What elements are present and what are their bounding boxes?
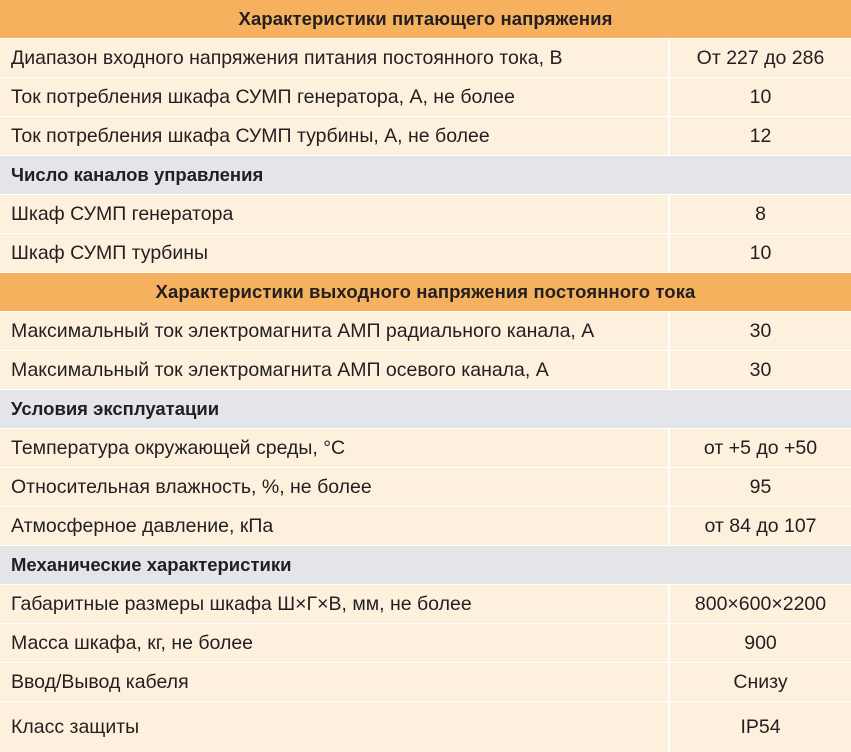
table-row [0,468,851,507]
row-value: 800×600×2200 [694,592,827,615]
row-label: Ввод/Вывод кабеля [0,663,670,701]
row-value: от 84 до 107 [704,514,817,537]
section-title: Механические характеристики [11,554,292,575]
section-title: Характеристики питающего напряжения [238,8,613,29]
row-label: Масса шкафа, кг, не более [0,624,670,662]
row-label: Шкаф СУМП турбины [0,234,670,272]
row-value: от +5 до +50 [703,436,818,459]
table-row [0,663,851,702]
table-row [0,39,851,78]
row-label: Шкаф СУМП генератора [0,195,670,233]
row-value: 30 [749,358,772,381]
row-label: Ток потребления шкафа СУМП генератора, А, не более [0,78,670,116]
row-value: 10 [749,241,772,264]
table-row [0,195,851,234]
table-row [0,78,851,117]
row-value: 8 [755,202,766,225]
row-value: 30 [749,319,772,342]
row-label: Класс защиты [0,702,670,752]
section-header-control-channels [0,156,851,195]
row-value: 12 [749,124,772,147]
row-label: Температура окружающей среды, °С [0,429,670,467]
row-value: Снизу [733,670,788,693]
table-row [0,702,851,752]
section-title: Число каналов управления [11,164,264,185]
section-header-output-voltage [0,273,851,312]
row-label: Максимальный ток электромагнита АМП осевого канала, А [0,351,670,389]
table-row [0,351,851,390]
row-value: IP54 [740,715,781,738]
row-value: 900 [744,631,777,654]
section-title: Характеристики выходного напряжения постоянного тока [155,281,696,302]
table-row [0,234,851,273]
row-label: Атмосферное давление, кПа [0,507,670,545]
table-row [0,429,851,468]
section-header-mechanical [0,546,851,585]
section-title: Условия эксплуатации [11,398,220,419]
table-row [0,624,851,663]
row-label: Ток потребления шкафа СУМП турбины, А, не более [0,117,670,155]
row-label: Диапазон входного напряжения питания постоянного тока, В [0,39,670,77]
row-label: Габаритные размеры шкафа Ш×Г×В, мм, не более [0,585,670,623]
section-header-operating-conditions [0,390,851,429]
table-row [0,312,851,351]
table-row [0,117,851,156]
table-row [0,585,851,624]
row-value: От 227 до 286 [696,46,825,69]
row-label: Относительная влажность, %, не более [0,468,670,506]
section-header-power-supply [0,0,851,39]
row-label: Максимальный ток электромагнита АМП радиального канала, А [0,312,670,350]
row-value: 95 [749,475,772,498]
row-value: 10 [749,85,772,108]
table-row [0,507,851,546]
